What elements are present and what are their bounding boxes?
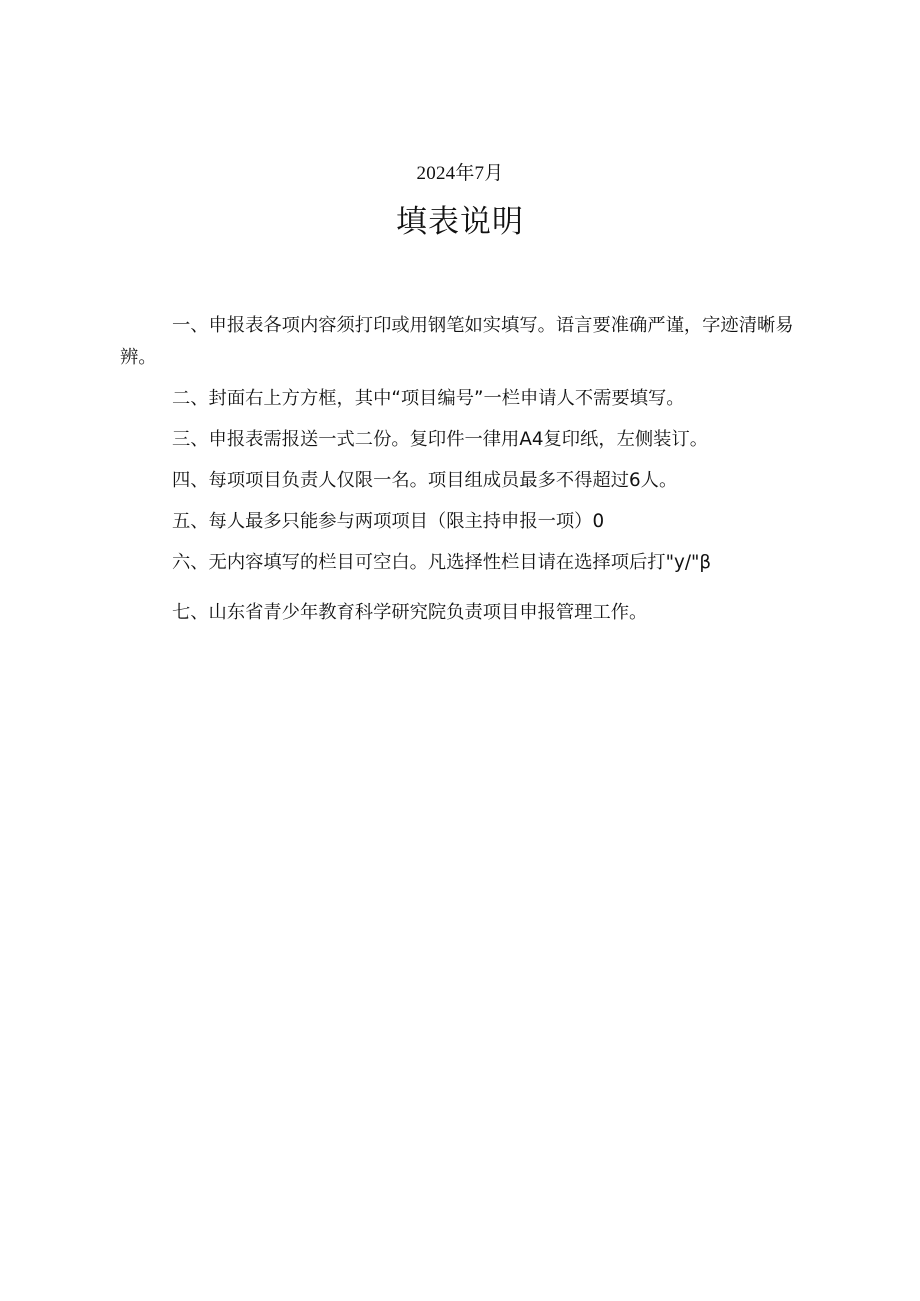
instruction-text: 二、封面右上方方框，其中“项目编号”一栏申请人不需要填写。 bbox=[172, 388, 685, 409]
instruction-item-7 bbox=[120, 597, 820, 629]
instruction-item-1 bbox=[120, 310, 820, 374]
instruction-text: 七、山东省青少年教育科学研究院负责项目申报管理工作。 bbox=[172, 602, 648, 623]
instruction-text: 四、每项项目负责人仅限一名。项目组成员最多不得超过6人。 bbox=[172, 470, 678, 491]
instruction-item-4 bbox=[120, 465, 820, 497]
instruction-text: 三、申报表需报送一式二份。复印件一律用A4复印纸，左侧装订。 bbox=[172, 429, 709, 450]
instruction-text: 一、申报表各项内容须打印或用钢笔如实填写。语言要准确严谨，字迹清晰易辨。 bbox=[120, 315, 794, 368]
document-title: 填表说明 bbox=[396, 204, 524, 240]
instruction-item-6 bbox=[120, 547, 820, 579]
instruction-text: 六、无内容填写的栏目可空白。凡选择性栏目请在选择项后打"y/"β bbox=[172, 552, 712, 573]
document-date: 2024年7月 bbox=[416, 163, 504, 184]
instruction-item-3 bbox=[120, 424, 820, 456]
instruction-item-5 bbox=[120, 506, 820, 538]
instruction-text: 五、每人最多只能参与两项项目（限主持申报一项）0 bbox=[172, 511, 605, 532]
instruction-item-2 bbox=[120, 383, 820, 415]
instruction-list bbox=[120, 310, 820, 629]
